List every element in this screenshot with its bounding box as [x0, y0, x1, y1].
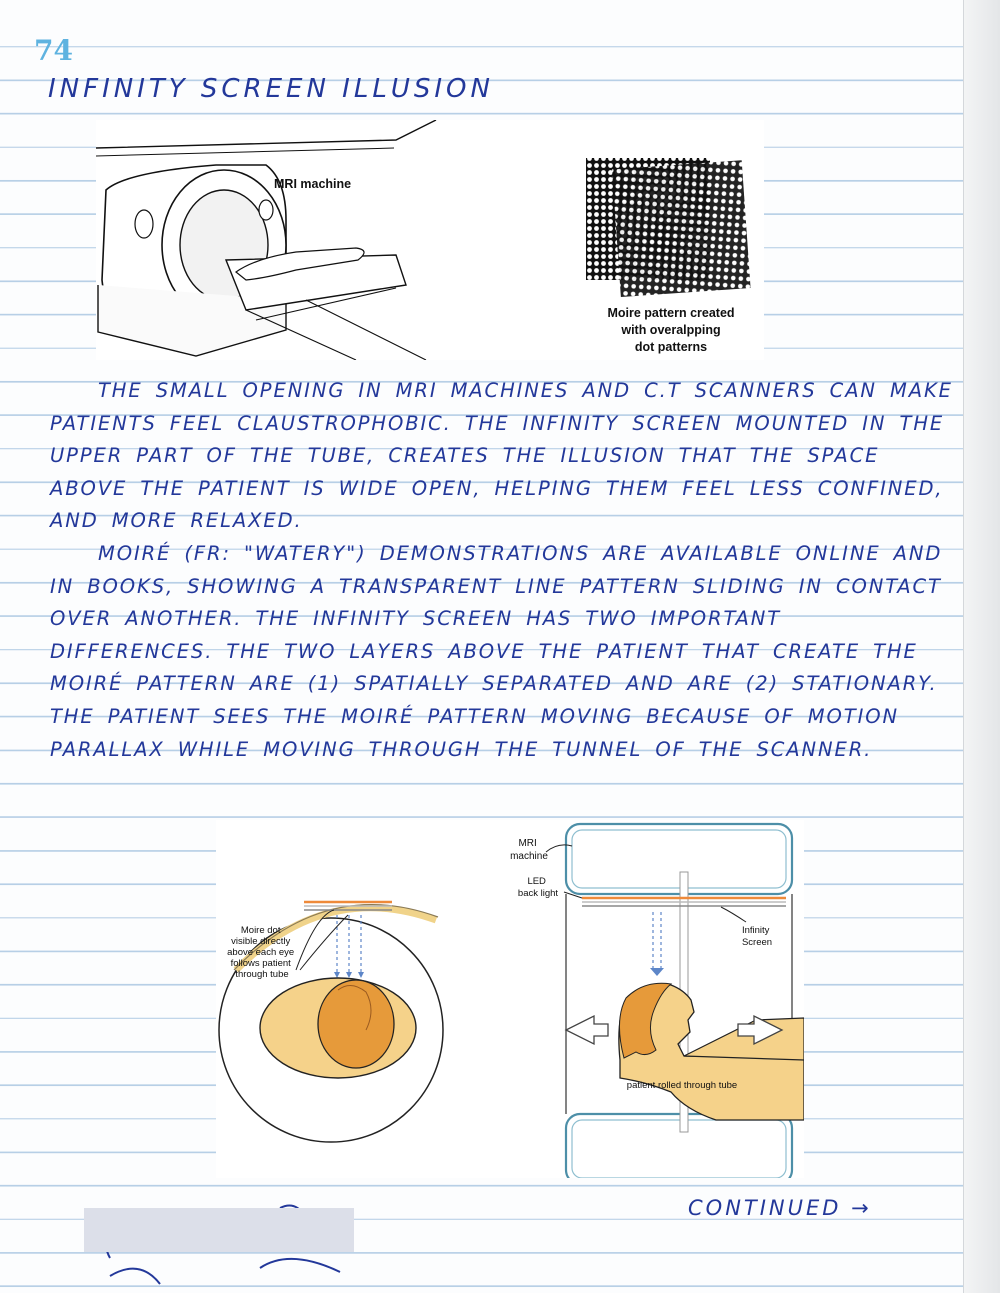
redaction-box [84, 1208, 354, 1252]
page-number: 74 [34, 34, 73, 67]
infinity-screen-label: Infinity Screen [741, 925, 773, 948]
tube-lower-wall [566, 1114, 792, 1178]
paragraph-moire-explanation: MOIRÉ (FR: "WATERY") DEMONSTRATIONS ARE AVAILABLE ONLINE AND IN BOOKS, SHOWING A TRANSPARENT LINE PATTERN SLIDING IN CONTACT OVER ANOTHER. THE INFINITY SCREEN HAS TWO IMPORTANT DIFFERENCES. THE TWO LAYERS ABOVE THE PATIENT THAT CREATE THE MOIRÉ PATTERN ARE (1) SPATIALLY SEPARATED AND ARE (2) STATIONARY. THE PATIENT SEES THE MOIRÉ PATTERN MOVING BECAUSE OF MOTION PARALLAX WHILE MOVING THROUGH THE TUNNEL OF THE SCANNER. [50, 542, 943, 761]
moire-dot-caption: Moire dot visible directly above each eye follows patient through tube [227, 925, 295, 980]
tube-upper-wall [566, 824, 792, 894]
patient-head [318, 980, 394, 1068]
moire-front-layer [612, 160, 751, 297]
paragraph-mri-claustrophobia: THE SMALL OPENING IN MRI MACHINES AND C.T SCANNERS CAN MAKE PATIENTS FEEL CLAUSTROPHOBIC. THE INFINITY SCREEN MOUNTED IN THE UPPER PART OF THE TUBE, CREATES THE ILLUSION THAT THE SPACE ABOVE THE PATIENT IS WIDE OPEN, HELPING THEM FEEL LESS CONFINED, AND MORE RELAXED. [50, 379, 953, 533]
patient-rolled-caption: patient rolled through tube [626, 1080, 738, 1091]
figure-infinity-screen-diagram [216, 820, 804, 1178]
mri-machine-label: MRI machine [274, 177, 352, 191]
moire-caption-line3: dot patterns [634, 340, 708, 354]
figure-mri-drawing [96, 120, 764, 360]
figure-mri-and-moire [96, 120, 764, 360]
led-backlight-label: LED back light [517, 876, 559, 899]
moire-caption-line1: Moire pattern created [607, 306, 735, 320]
infinity-screen-diagram [216, 820, 804, 1178]
continued-note: CONTINUED → [688, 1196, 872, 1220]
mri-machine-side-label: MRI machine [510, 838, 548, 862]
moire-caption-line2: with overalpping [621, 323, 721, 337]
page-title: INFINITY SCREEN ILLUSION [48, 74, 494, 104]
page-edge [963, 0, 1000, 1293]
